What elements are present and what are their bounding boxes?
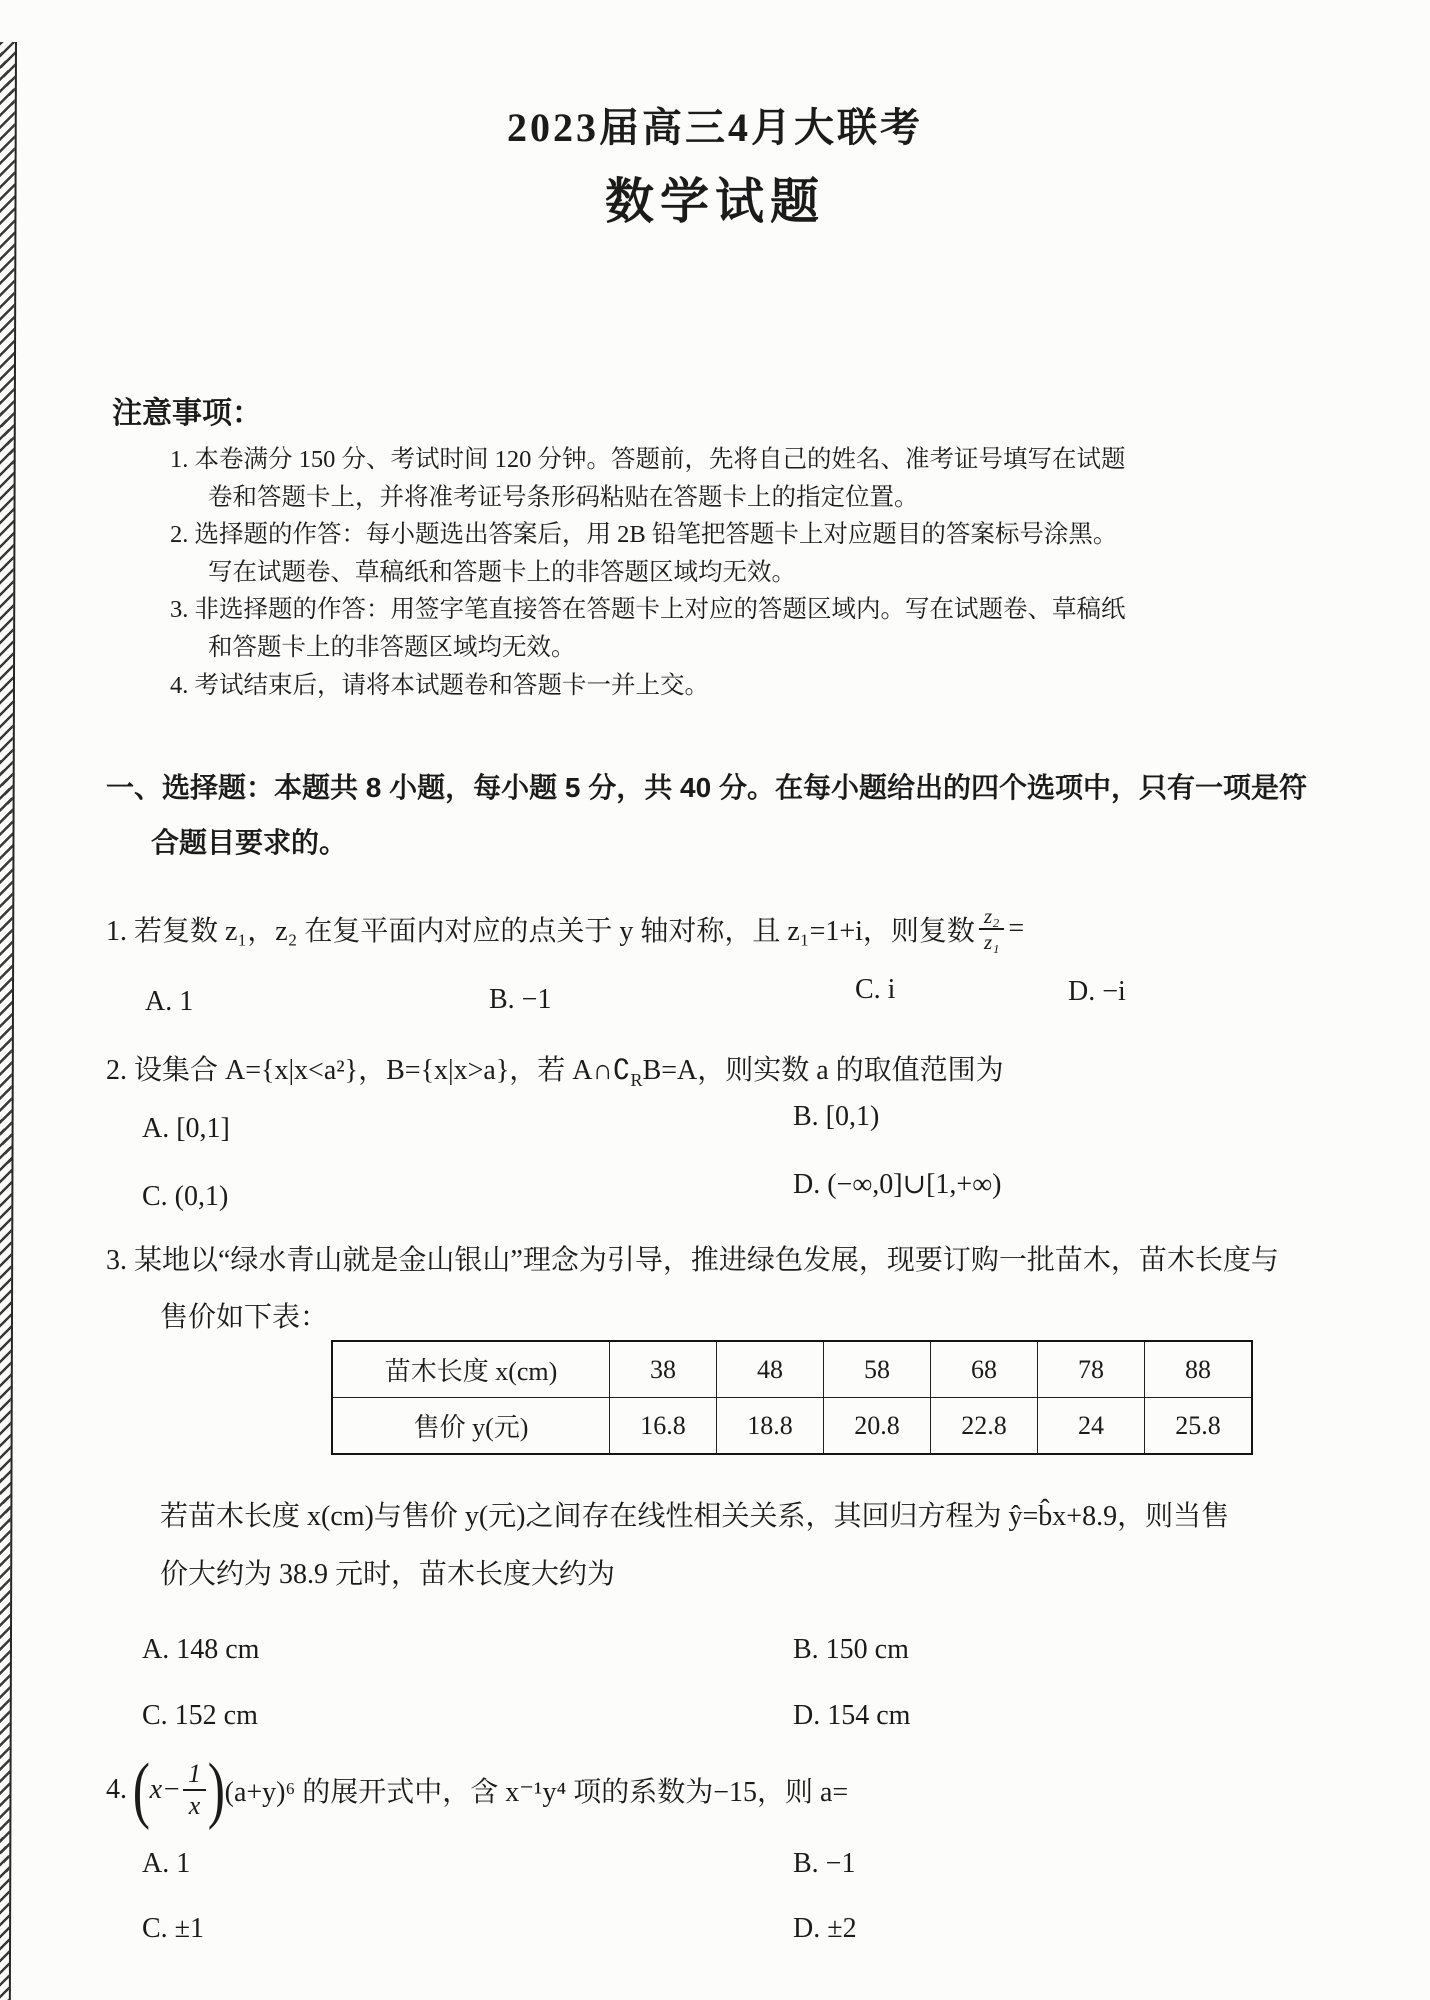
question-3-after-table-line2: 价大约为 38.9 元时，苗木长度大约为 (160, 1559, 616, 1590)
q2-stem-part1: 2. 设集合 A={x|x<a²}，B={x|x>a}，若 A∩∁ (106, 1055, 631, 1086)
section-heading-line1: 一、选择题：本题共 8 小题，每小题 5 分，共 40 分。在每小题给出的四个选项中，只有一项是符 (106, 772, 1307, 803)
section-heading-line2: 合题目要求的。 (151, 827, 348, 858)
q2-option-a: A. [0,1] (142, 1113, 230, 1144)
question-3-after-table-line1: 若苗木长度 x(cm)与售价 y(元)之间存在线性相关关系，其回归方程为 ŷ=b̂x+8.9，则当售 (160, 1501, 1230, 1532)
q2-complement-subscript: R (630, 1070, 643, 1090)
question-1-stem (106, 893, 1024, 965)
q1-fraction (979, 904, 1004, 954)
table-cell-length-4: 68 (931, 1341, 1038, 1398)
notice-line-3: 2. 选择题的作答：每小题选出答案后，用 2B 铅笔把答题卡上对应题目的答案标号涂黑。 (170, 521, 1118, 549)
q3-option-c: C. 152 cm (142, 1700, 258, 1731)
q1-option-c: C. i (855, 974, 896, 1005)
q2-option-c: C. (0,1) (142, 1181, 229, 1212)
table-row-length (332, 1341, 1252, 1398)
q1-option-b: B. −1 (489, 984, 552, 1015)
notice-list (170, 441, 1126, 704)
q4-inner-expression: x− (149, 1773, 181, 1805)
q4-fraction (183, 1759, 206, 1821)
table-cell-price-5: 24 (1038, 1398, 1145, 1455)
q1-option-d: D. −i (1068, 976, 1126, 1007)
question-3-stem-line2: 售价如下表： (160, 1302, 329, 1333)
page-subtitle: 数学试题 (604, 174, 825, 229)
question-2-stem (106, 1048, 1004, 1091)
table-cell-price-2: 18.8 (717, 1398, 824, 1455)
q1-option-a: A. 1 (145, 986, 194, 1017)
q4-number: 4. (106, 1773, 127, 1805)
q4-option-b: B. −1 (793, 1848, 856, 1879)
table-cell-length-5: 78 (1038, 1341, 1145, 1398)
q1-equals-sign: = (1008, 913, 1025, 944)
table-cell-length-6: 88 (1145, 1341, 1253, 1398)
q1-fraction-numerator: z₂ (979, 904, 1004, 930)
question-3-stem-line1: 3. 某地以“绿水青山就是金山银山”理念为引导，推进绿色发展，现要订购一批苗木，苗木长度与 (106, 1245, 1279, 1276)
q3-option-d: D. 154 cm (793, 1700, 911, 1731)
table-header-length: 苗木长度 x(cm) (332, 1341, 610, 1398)
table-cell-length-2: 48 (717, 1341, 824, 1398)
notice-line-1: 1. 本卷满分 150 分、考试时间 120 分钟。答题前，先将自己的姓名、准考证号填写在试题 (170, 446, 1126, 473)
table-cell-price-1: 16.8 (610, 1398, 717, 1455)
notice-line-7: 4. 考试结束后，请将本试题卷和答题卡一并上交。 (170, 671, 709, 699)
notice-line-4: 写在试题卷、草稿纸和答题卡上的非答题区域均无效。 (208, 558, 796, 586)
q4-option-c: C. ±1 (142, 1913, 205, 1944)
q1-fraction-denominator: z₁ (983, 930, 1000, 954)
table-header-price: 售价 y(元) (332, 1398, 610, 1455)
notice-line-2: 卷和答题卡上，并将准考证号条形码粘贴在答题卡上的指定位置。 (208, 483, 919, 511)
q4-option-d: D. ±2 (793, 1913, 857, 1944)
notice-line-6: 和答题卡上的非答题区域均无效。 (208, 633, 576, 661)
table-cell-length-3: 58 (824, 1341, 931, 1398)
table-cell-price-4: 22.8 (931, 1398, 1038, 1455)
notice-line-5: 3. 非选择题的作答：用签字笔直接答在答题卡上对应的答题区域内。写在试题卷、草稿纸 (170, 596, 1126, 624)
q3-option-b: B. 150 cm (793, 1634, 909, 1665)
q2-option-d: D. (−∞,0]∪[1,+∞) (793, 1169, 1002, 1200)
table-cell-length-1: 38 (610, 1341, 717, 1398)
q4-stem-text: (a+y)⁶ 的展开式中，含 x⁻¹y⁴ 项的系数为−15，则 a= (224, 1776, 849, 1808)
scan-binding-edge (0, 42, 17, 2000)
q3-option-a: A. 148 cm (142, 1634, 260, 1665)
q1-stem-text: 1. 若复数 z₁，z₂ 在复平面内对应的点关于 y 轴对称，且 z₁=1+i，则复数 (106, 916, 975, 947)
q4-fraction-numerator: 1 (183, 1759, 206, 1791)
table-cell-price-3: 20.8 (824, 1398, 931, 1455)
question-4-stem: 4. ( x− $\frac{1}{x}$ ) (a+y)⁶ 的展开式中，含 x⁻¹y⁴ 项的系数为−15，则 a= (106, 1748, 849, 1831)
table-cell-price-6: 25.8 (1145, 1398, 1253, 1455)
q4-fraction-denominator: x (188, 1790, 201, 1820)
seedling-price-table (331, 1340, 1253, 1455)
table-row-price (332, 1398, 1252, 1455)
q4-option-a: A. 1 (142, 1848, 191, 1879)
q2-option-b: B. [0,1) (793, 1101, 880, 1132)
notice-heading: 注意事项： (112, 397, 262, 430)
page-title: 2023届高三4月大联考 (507, 105, 923, 150)
q2-stem-part2: B=A，则实数 a 的取值范围为 (642, 1055, 1004, 1086)
